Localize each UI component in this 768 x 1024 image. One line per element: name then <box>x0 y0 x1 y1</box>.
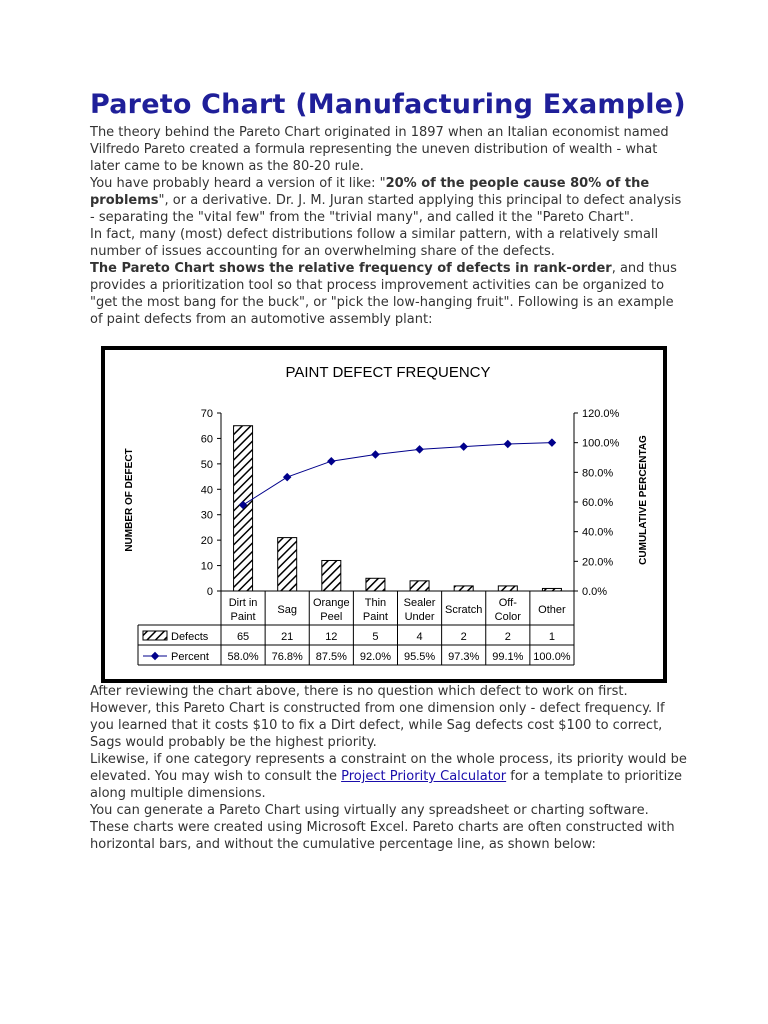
x-tick-label: Paint <box>230 611 256 623</box>
table-value-percent: 99.1% <box>492 651 524 663</box>
intro-paragraph-4 <box>90 260 690 328</box>
y-tick-label: 20 <box>200 535 213 548</box>
x-tick-label: Peel <box>320 611 343 623</box>
point-percent <box>459 442 467 450</box>
y2-tick-label: 120.0% <box>582 408 620 420</box>
intro-p2-bold: 20% of the people cause 80% of the problems <box>90 176 650 208</box>
legend-label-percent: Percent <box>171 651 209 663</box>
table-value-defects: 2 <box>504 631 511 643</box>
y-tick-label: 30 <box>200 509 213 522</box>
y-tick-label: 50 <box>200 458 213 471</box>
outro-paragraph-1: After reviewing the chart above, there is no question which defect to work on first. However, this Pareto Chart is constructed from one dimension only - defect frequency. If you learned that it costs $10 to fix a Dirt defect, while Sag defects cost $100 to correct, Sags would probably be the highest priority. <box>90 684 665 750</box>
y2-tick-label: 80.0% <box>582 467 614 480</box>
point-percent <box>548 438 556 446</box>
pareto-chart-frame <box>101 346 667 683</box>
outro-paragraph-2 <box>90 751 690 802</box>
y-tick-label: 60 <box>200 433 213 446</box>
bar-defects <box>542 588 561 591</box>
legend-swatch-defects <box>143 631 167 640</box>
outro-paragraph-3: You can generate a Pareto Chart using virtually any spreadsheet or charting software. These charts were created using Microsoft Excel. Pareto charts are often constructed with horizontal bars, and without the cumulative percentage line, as shown below: <box>90 803 675 852</box>
bar-defects <box>454 586 473 591</box>
legend-label-defects: Defects <box>171 631 209 643</box>
table-value-percent: 76.8% <box>271 651 303 663</box>
page-title: Pareto Chart (Manufacturing Example) <box>90 89 686 120</box>
y2-tick-label: 0.0% <box>582 586 608 598</box>
table-value-percent: 100.0% <box>533 651 571 663</box>
x-tick-label: Sealer <box>403 597 436 609</box>
table-value-defects: 2 <box>460 631 467 643</box>
x-tick-label: Under <box>404 611 435 623</box>
table-value-defects: 65 <box>236 631 250 643</box>
y-tick-label: 10 <box>200 560 213 573</box>
point-percent <box>371 450 379 458</box>
pareto-chart <box>105 350 663 679</box>
legend-marker-percent <box>151 652 159 660</box>
x-tick-label: Orange <box>312 597 350 609</box>
table-value-percent: 97.3% <box>448 651 480 663</box>
y2-tick-label: 60.0% <box>582 497 614 509</box>
point-percent <box>504 440 512 448</box>
bar-defects <box>498 586 517 591</box>
y2-tick-label: 40.0% <box>582 526 614 539</box>
y2-tick-label: 20.0% <box>582 556 614 569</box>
table-value-percent: 87.5% <box>315 651 347 663</box>
table-value-defects: 4 <box>416 631 423 643</box>
table-value-percent: 95.5% <box>403 651 436 663</box>
bar-defects <box>322 560 341 591</box>
bar-defects <box>278 538 297 591</box>
point-percent <box>327 457 335 465</box>
intro-paragraph-1: The theory behind the Pareto Chart originated in 1897 when an Italian economist named Vilfredo Pareto created a formula representing the uneven distribution of wealth - what later came to be known as the 80-20 rule. <box>90 125 669 174</box>
point-percent <box>283 473 291 481</box>
table-value-defects: 21 <box>281 631 294 643</box>
intro-paragraph-3: In fact, many (most) defect distributions follow a similar pattern, with a relatively small number of issues accounting for an overwhelming share of the defects. <box>90 227 659 259</box>
article-continued <box>90 683 690 853</box>
point-percent <box>415 445 423 453</box>
intro-p4-end: , and thus provides a prioritization tool so that process improvement activities can be organized to "get the most bang for the buck", or "pick the low-hanging fruit". Following is an example of paint defects from an automotive assembly plant: <box>90 261 677 327</box>
intro-p4-bold: The Pareto Chart shows the relative frequency of defects in rank-order <box>90 261 612 276</box>
outro-p2-start: Likewise, if one category represents a constraint on the whole process, its priority would be elevated. You may wish to consult the <box>90 752 687 784</box>
x-tick-label: Other <box>538 604 566 616</box>
intro-p2-end: ", or a derivative. Dr. J. M. Juran started applying this principal to defect analysis - separating the "vital few" from the "trivial many", and called it the "Pareto Chart". <box>90 193 682 225</box>
article <box>90 86 690 328</box>
table-value-defects: 5 <box>372 631 379 643</box>
bar-defects <box>366 578 385 591</box>
intro-paragraph-2 <box>90 175 690 226</box>
bar-defects <box>410 581 429 591</box>
x-tick-label: Sag <box>277 604 297 616</box>
y-axis-label: NUMBER OF DEFECT <box>124 448 135 552</box>
outro-p2-end: for a template to prioritize along multiple dimensions. <box>90 769 683 801</box>
x-tick-label: Off- <box>498 597 517 609</box>
project-priority-calculator-link[interactable]: Project Priority Calculator <box>341 769 507 784</box>
series-line-percent <box>243 443 552 505</box>
table-value-defects: 1 <box>548 631 555 643</box>
chart-title: PAINT DEFECT FREQUENCY <box>285 364 491 381</box>
table-value-percent: 58.0% <box>227 651 259 663</box>
y-tick-label: 0 <box>206 586 213 598</box>
y2-tick-label: 100.0% <box>582 437 620 450</box>
x-tick-label: Thin <box>364 597 387 609</box>
y-tick-label: 70 <box>200 408 213 420</box>
y-tick-label: 40 <box>200 484 213 497</box>
x-tick-label: Dirt in <box>228 597 258 609</box>
table-value-percent: 92.0% <box>359 651 392 663</box>
y2-axis-label: CUMULATIVE PERCENTAG <box>638 435 649 565</box>
table-value-defects: 12 <box>325 631 338 643</box>
x-tick-label: Paint <box>362 611 388 623</box>
x-tick-label: Color <box>494 611 521 623</box>
intro-p2-start: You have probably heard a version of it like: " <box>90 176 386 191</box>
x-tick-label: Scratch <box>445 604 483 616</box>
